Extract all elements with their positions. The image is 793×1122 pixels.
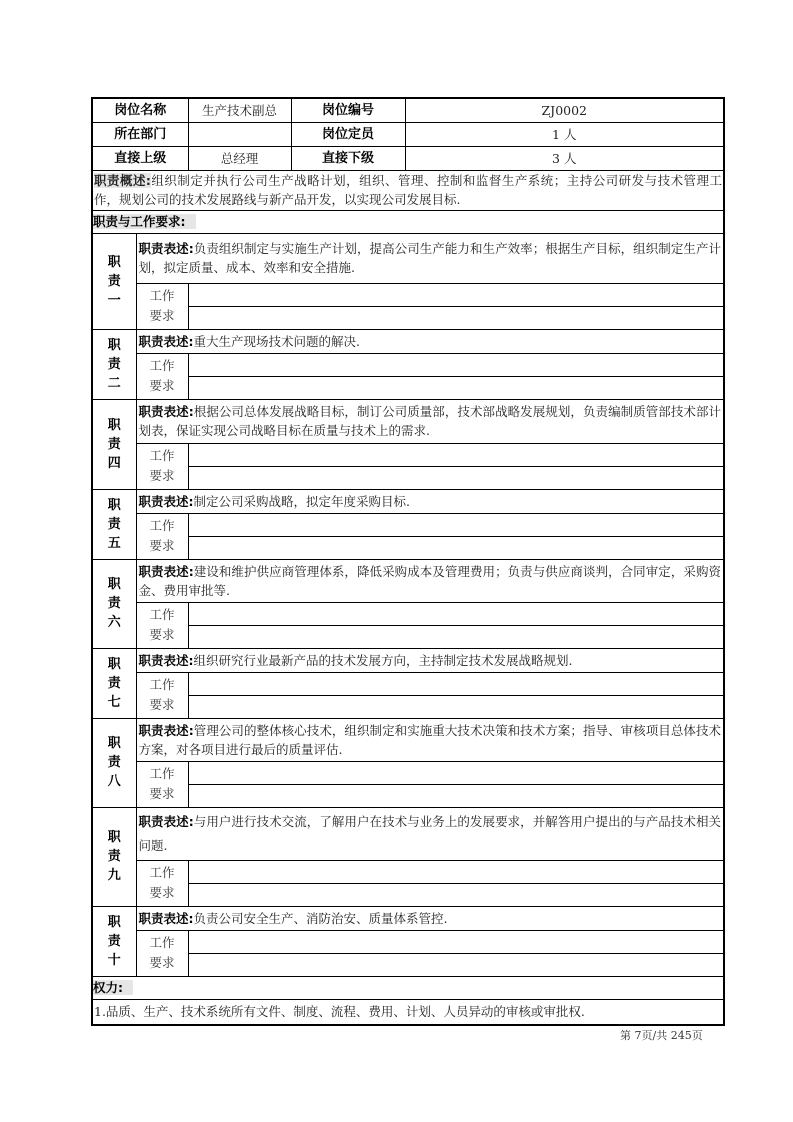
headcount-label: 岗位定员 bbox=[291, 122, 405, 146]
duty-6-req-label: 工作 要求 bbox=[136, 602, 188, 648]
duty-10-req-label: 工作 要求 bbox=[136, 930, 188, 976]
duty-4-description: 职责表述:根据公司总体发展战略目标，制订公司质量部，技术部战略发展规划，负责编制质管部技术部计划表，保证实现公司战略目标在质量与技术上的需求. bbox=[136, 399, 724, 443]
duty-10-description: 职责表述:负责公司安全生产、消防治安、质量体系管控. bbox=[136, 906, 724, 930]
duty-7-desc-row bbox=[92, 648, 724, 672]
overview-cell bbox=[92, 170, 724, 210]
duty-2-description: 职责表述:重大生产现场技术问题的解决. bbox=[136, 329, 724, 353]
authority-item-row bbox=[92, 999, 724, 1025]
header-row-2 bbox=[92, 122, 724, 146]
position-code-label: 岗位编号 bbox=[291, 98, 405, 122]
duty-2-number: 职 责 二 bbox=[92, 329, 136, 399]
duty-1-req-input-1[interactable] bbox=[188, 283, 724, 306]
duty-4-desc-row bbox=[92, 399, 724, 443]
authority-label-cell bbox=[92, 976, 724, 999]
headcount-value: 1 人 bbox=[405, 122, 724, 146]
duty-7-req-input-2[interactable] bbox=[188, 695, 724, 718]
duty-8-desc-row bbox=[92, 718, 724, 761]
duty-1-req-row-1 bbox=[92, 283, 724, 306]
duty-7-description: 职责表述:组织研究行业最新产品的技术发展方向，主持制定技术发展战略规划. bbox=[136, 648, 724, 672]
duty-7-req-row-1 bbox=[92, 672, 724, 695]
overview-text: 组织制定并执行公司生产战略计划，组织、管理、控制和监督生产系统；主持公司研发与技术管理工作，规划公司的技术发展路线与新产品开发，以实现公司发展目标. bbox=[94, 173, 723, 207]
duty-4-req-row-1 bbox=[92, 443, 724, 466]
duty-7-req-label: 工作 要求 bbox=[136, 672, 188, 718]
duty-1-number: 职 责 一 bbox=[92, 233, 136, 329]
duties-section-row bbox=[92, 210, 724, 233]
duty-5-desc-row bbox=[92, 489, 724, 513]
job-description-page bbox=[91, 97, 723, 1026]
duty-1-description: 职责表述:负责组织制定与实施生产计划，提高公司生产能力和生产效率；根据生产目标，组织制定生产计划，拟定质量、成本、效率和安全措施. bbox=[136, 233, 724, 283]
duty-2-req-row-1 bbox=[92, 353, 724, 376]
position-name-value: 生产技术副总 bbox=[188, 98, 291, 122]
duty-6-desc-row bbox=[92, 559, 724, 602]
duty-4-req-input-2[interactable] bbox=[188, 466, 724, 489]
header-row-1 bbox=[92, 98, 724, 122]
duty-6-req-row-1 bbox=[92, 602, 724, 625]
duty-10-req-input-2[interactable] bbox=[188, 953, 724, 976]
duty-5-req-input-2[interactable] bbox=[188, 536, 724, 559]
duty-4-req-label: 工作 要求 bbox=[136, 443, 188, 489]
duty-8-number: 职 责 八 bbox=[92, 718, 136, 807]
duty-7-req-input-1[interactable] bbox=[188, 672, 724, 695]
duty-4-number: 职 责 四 bbox=[92, 399, 136, 489]
position-name-label: 岗位名称 bbox=[92, 98, 188, 122]
duty-10-desc-row bbox=[92, 906, 724, 930]
duty-10-number: 职 责 十 bbox=[92, 906, 136, 976]
duties-section-cell bbox=[92, 210, 724, 233]
direct-superior-value: 总经理 bbox=[188, 146, 291, 170]
authority-label: 权力: bbox=[93, 980, 133, 995]
duty-2-req-input-1[interactable] bbox=[188, 353, 724, 376]
department-value bbox=[188, 122, 291, 146]
duty-8-req-label: 工作 要求 bbox=[136, 761, 188, 807]
duty-8-req-row-1 bbox=[92, 761, 724, 784]
duty-2-desc-row bbox=[92, 329, 724, 353]
duty-9-number: 职 责 九 bbox=[92, 807, 136, 906]
duty-9-desc-row bbox=[92, 807, 724, 860]
authority-label-row bbox=[92, 976, 724, 999]
job-description-table bbox=[91, 97, 725, 1026]
duty-4-req-input-1[interactable] bbox=[188, 443, 724, 466]
direct-subordinate-label: 直接下级 bbox=[291, 146, 405, 170]
duty-6-number: 职 责 六 bbox=[92, 559, 136, 648]
duty-10-req-input-1[interactable] bbox=[188, 930, 724, 953]
authority-item-1: 1.品质、生产、技术系统所有文件、制度、流程、费用、计划、人员异动的审核或审批权. bbox=[92, 999, 724, 1025]
overview-row bbox=[92, 170, 724, 210]
duty-8-description: 职责表述:管理公司的整体核心技术，组织制定和实施重大技术决策和技术方案；指导、审核项目总体技术方案，对各项目进行最后的质量评估. bbox=[136, 718, 724, 761]
duty-2-req-label: 工作 要求 bbox=[136, 353, 188, 399]
position-code-value: ZJ0002 bbox=[405, 98, 724, 122]
duties-section-label: 职责与工作要求: bbox=[93, 214, 196, 229]
duty-2-req-input-2[interactable] bbox=[188, 376, 724, 399]
duty-5-req-row-1 bbox=[92, 513, 724, 536]
duty-8-req-input-1[interactable] bbox=[188, 761, 724, 784]
duty-10-req-row-1 bbox=[92, 930, 724, 953]
duty-9-description: 职责表述:与用户进行技术交流，了解用户在技术与业务上的发展要求，并解答用户提出的与产品技术相关问题. bbox=[136, 807, 724, 860]
duty-9-req-row-1 bbox=[92, 860, 724, 883]
duty-5-number: 职 责 五 bbox=[92, 489, 136, 559]
department-label: 所在部门 bbox=[92, 122, 188, 146]
direct-superior-label: 直接上级 bbox=[92, 146, 188, 170]
duty-9-req-label: 工作 要求 bbox=[136, 860, 188, 906]
header-row-3 bbox=[92, 146, 724, 170]
duty-5-description: 职责表述:制定公司采购战略，拟定年度采购目标. bbox=[136, 489, 724, 513]
duty-5-req-input-1[interactable] bbox=[188, 513, 724, 536]
duty-6-description: 职责表述:建设和维护供应商管理体系，降低采购成本及管理费用；负责与供应商谈判，合同审定，采购资金、费用审批等. bbox=[136, 559, 724, 602]
duty-1-desc-row bbox=[92, 233, 724, 283]
duty-8-req-input-2[interactable] bbox=[188, 784, 724, 807]
duty-1-req-input-2[interactable] bbox=[188, 306, 724, 329]
page-number: 第 7页/共 245页 bbox=[620, 1029, 703, 1042]
duty-7-number: 职 责 七 bbox=[92, 648, 136, 718]
duty-6-req-input-2[interactable] bbox=[188, 625, 724, 648]
duty-1-req-label: 工作 要求 bbox=[136, 283, 188, 329]
duty-5-req-label: 工作 要求 bbox=[136, 513, 188, 559]
duty-9-req-input-1[interactable] bbox=[188, 860, 724, 883]
duty-6-req-input-1[interactable] bbox=[188, 602, 724, 625]
overview-label: 职责概述: bbox=[94, 173, 151, 188]
duty-9-req-input-2[interactable] bbox=[188, 883, 724, 906]
direct-subordinate-value: 3 人 bbox=[405, 146, 724, 170]
